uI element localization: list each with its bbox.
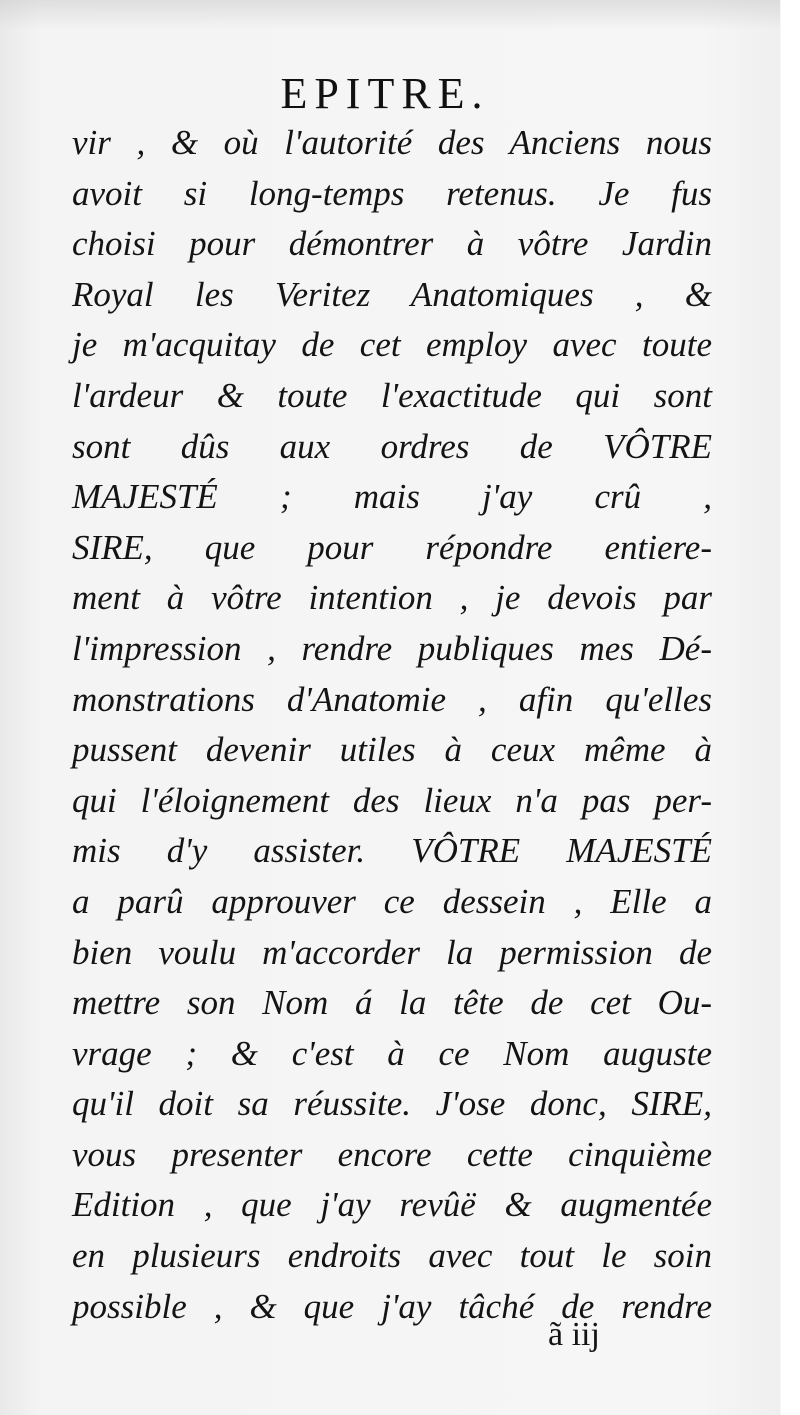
text-line: a parû approuver ce dessein , Elle a (72, 881, 712, 921)
signature-mark: ã iij (548, 1316, 600, 1353)
text-line: mettre son Nom á la tête de cet Ou- (72, 983, 712, 1023)
text-line: ment à vôtre intention , je devois par (72, 578, 712, 618)
text-line: monstrations d'Anatomie , afin qu'elles (72, 679, 712, 719)
text-line: avoit si long-temps retenus. Je fus (72, 173, 712, 213)
text-line: l'impression , rendre publiques mes Dé- (72, 628, 712, 668)
text-line: vrage ; & c'est à ce Nom auguste (72, 1033, 712, 1073)
text-line: choisi pour démontrer à vôtre Jardin (72, 224, 712, 264)
text-line: pussent devenir utiles à ceux même à (72, 730, 712, 770)
text-line: mis d'y assister. VÔTRE MAJESTÉ (72, 831, 712, 871)
text-line: en plusieurs endroits avec tout le soin (72, 1236, 712, 1276)
text-line: possible , & que j'ay tâché de rendre (72, 1286, 712, 1326)
text-line: SIRE, que pour répondre entiere- (72, 527, 712, 567)
text-line: Edition , que j'ay revûë & augmentée (72, 1185, 712, 1225)
text-line: je m'acquitay de cet employ avec toute (72, 325, 712, 365)
text-line: l'ardeur & toute l'exactitude qui sont (72, 375, 712, 415)
running-head: EPITRE. (280, 69, 490, 118)
body-text (72, 118, 712, 1332)
text-line: qui l'éloignement des lieux n'a pas per- (72, 780, 712, 820)
text-line: vous presenter encore cette cinquième (72, 1134, 712, 1174)
text-line: MAJESTÉ ; mais j'ay crû , (72, 477, 712, 517)
text-line: qu'il doit sa réussite. J'ose donc, SIRE, (72, 1084, 712, 1124)
text-line: bien voulu m'accorder la permission de (72, 932, 712, 972)
text-line: vir , & où l'autorité des Anciens nous (72, 123, 712, 162)
text-line: sont dûs aux ordres de VÔTRE (72, 426, 712, 466)
text-line: Royal les Veritez Anatomiques , & (72, 274, 712, 314)
